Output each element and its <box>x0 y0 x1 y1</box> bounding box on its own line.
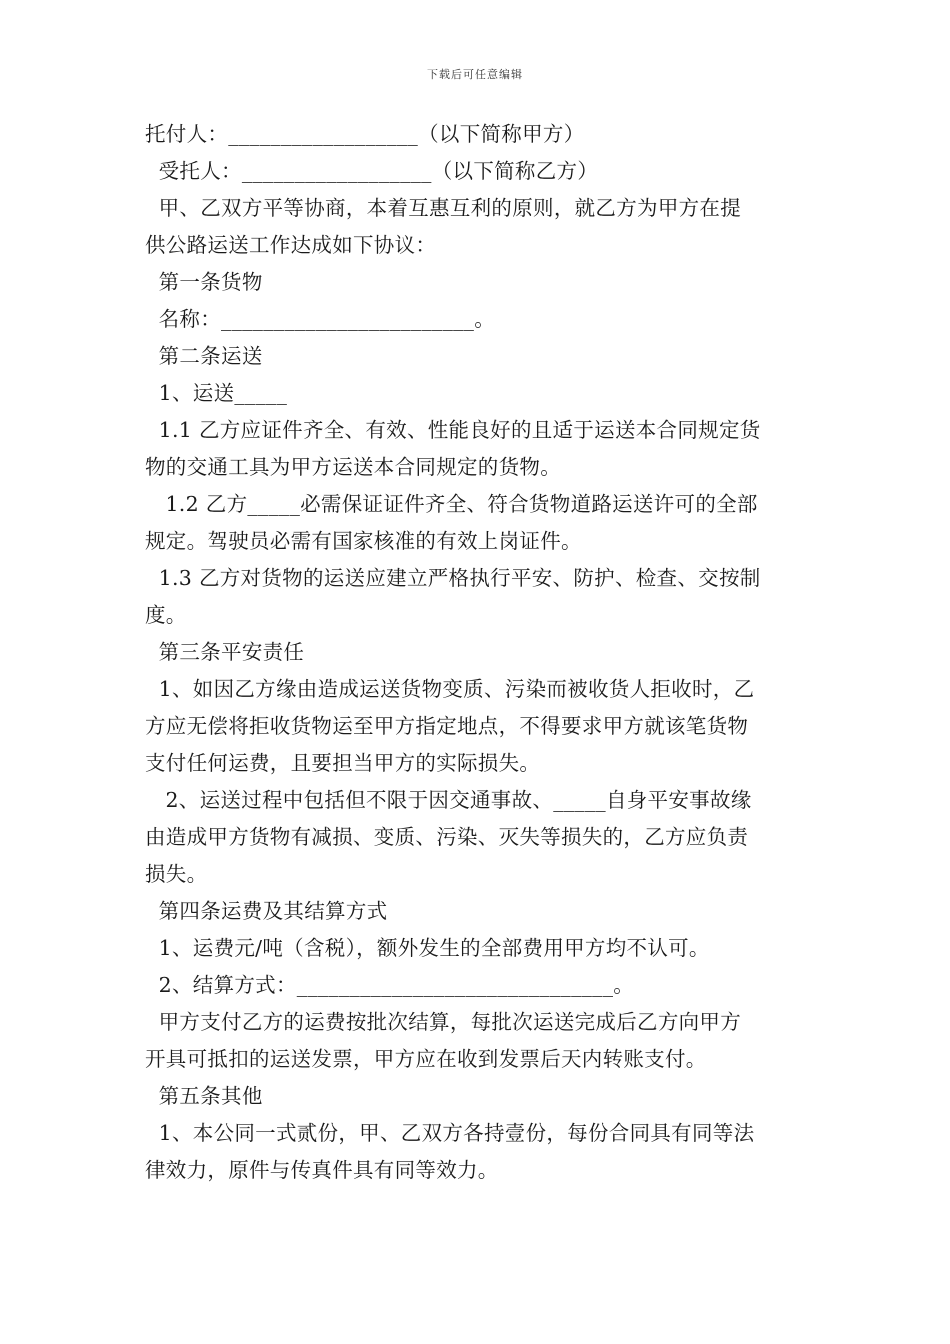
clause-2-1-2-line-1: 1.2 乙方_____必需保证证件齐全、符合货物道路运送许可的全部 <box>145 492 758 516</box>
clause-5-1-line-2: 律效力，原件与传真件具有同等效力。 <box>145 1158 499 1182</box>
article-5-heading: 第五条其他 <box>145 1084 263 1108</box>
clause-2-1: 1、运送_____ <box>145 381 288 405</box>
goods-name-line: 名称：________________________。 <box>145 307 496 331</box>
settlement-line-1: 甲方支付乙方的运费按批次结算，每批次运送完成后乙方向甲方 <box>145 1010 742 1034</box>
clause-4-1: 1、运费元/吨（含税），额外发生的全部费用甲方均不认可。 <box>145 936 710 960</box>
clause-2-1-3-line-1: 1.3 乙方对货物的运送应建立严格执行平安、防护、检查、交按制 <box>145 566 761 590</box>
article-3-heading: 第三条平安责任 <box>145 640 305 664</box>
clause-2-1-3-line-2: 度。 <box>145 603 187 627</box>
consignee-line: 受托人：__________________（以下简称乙方） <box>145 159 599 183</box>
clause-2-1-1-line-1: 1.1 乙方应证件齐全、有效、性能良好的且适于运送本合同规定货 <box>145 418 761 442</box>
page-header-note: 下载后可任意编辑 <box>427 68 523 81</box>
clause-5-1-line-1: 1、本公同一式贰份，甲、乙双方各持壹份，每份合同具有同等法 <box>145 1121 755 1145</box>
article-4-heading: 第四条运费及其结算方式 <box>145 899 388 923</box>
preamble-line-1: 甲、乙双方平等协商，本着互惠互利的原则，就乙方为甲方在提 <box>145 196 742 220</box>
settlement-line-2: 开具可抵扣的运送发票，甲方应在收到发票后天内转账支付。 <box>145 1047 707 1071</box>
clause-3-1-line-1: 1、如因乙方缘由造成运送货物变质、污染而被收货人拒收时，乙 <box>145 677 755 701</box>
clause-3-2-line-3: 损失。 <box>145 862 208 886</box>
clause-3-2-line-1: 2、运送过程中包括但不限于因交通事故、_____自身平安事故缘 <box>145 788 752 812</box>
preamble-line-2: 供公路运送工作达成如下协议： <box>145 233 437 257</box>
article-2-heading: 第二条运送 <box>145 344 263 368</box>
article-1-heading: 第一条货物 <box>145 270 263 294</box>
document-body <box>145 116 810 1189</box>
clause-3-1-line-3: 支付任何运费，且要担当甲方的实际损失。 <box>145 751 541 775</box>
clause-2-1-2-line-2: 规定。驾驶员必需有国家核准的有效上岗证件。 <box>145 529 582 553</box>
clause-4-2: 2、结算方式：______________________________。 <box>145 973 635 997</box>
consignor-line: 托付人：__________________（以下简称甲方） <box>145 122 585 146</box>
clause-2-1-1-line-2: 物的交通工具为甲方运送本合同规定的货物。 <box>145 455 561 479</box>
clause-3-1-line-2: 方应无偿将拒收货物运至甲方指定地点，不得要求甲方就该笔货物 <box>145 714 749 738</box>
clause-3-2-line-2: 由造成甲方货物有减损、变质、污染、灭失等损失的，乙方应负责 <box>145 825 749 849</box>
